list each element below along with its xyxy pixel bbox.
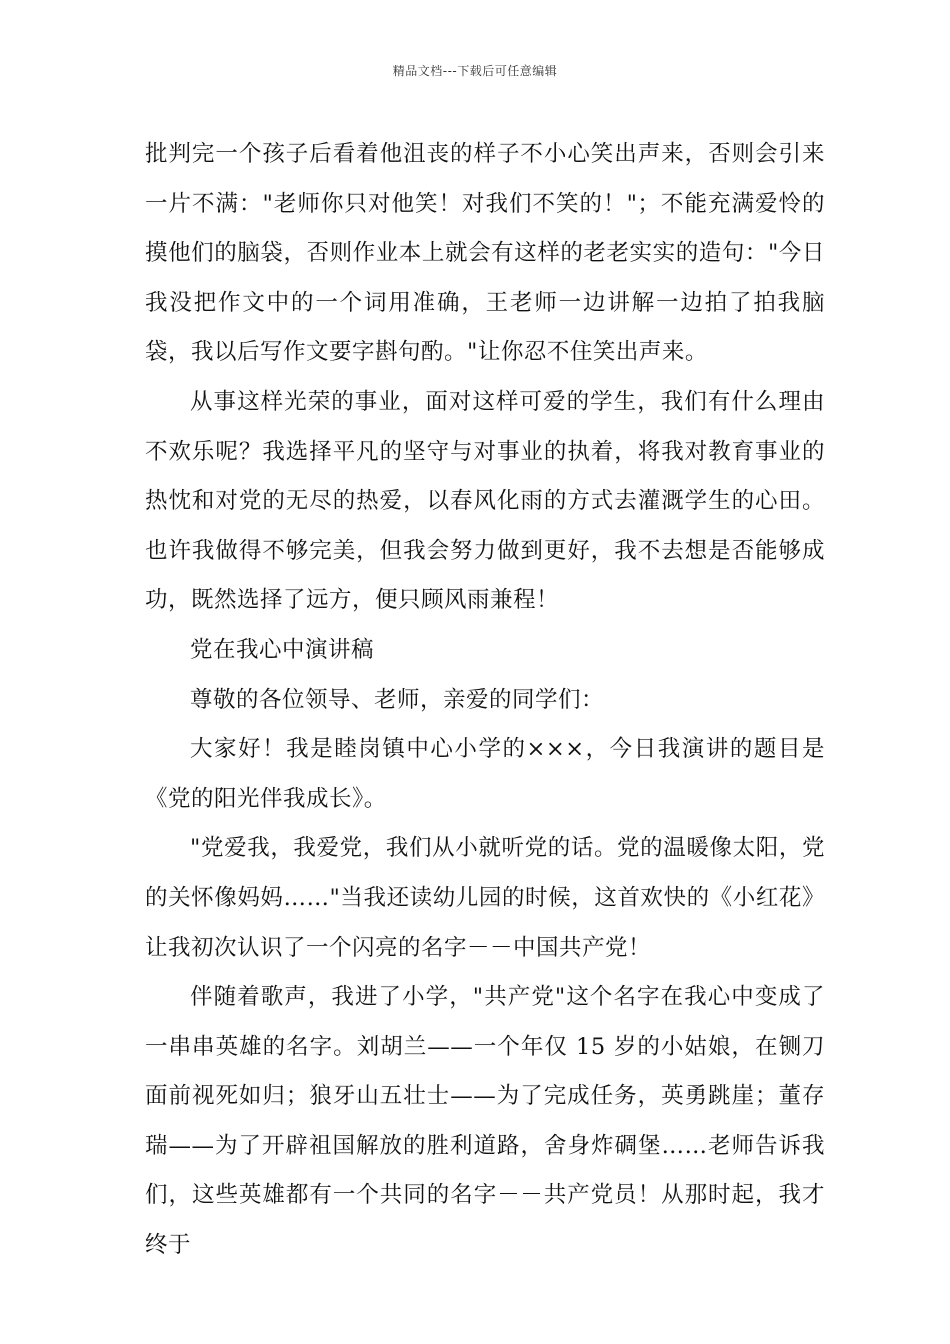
paragraph: 从事这样光荣的事业，面对这样可爱的学生，我们有什么理由不欢乐呢？我选择平凡的坚守与对事业的执着，将我对教育事业的热忱和对党的无尽的热爱，以春风化雨的方式去灌溉学生的心田。也许我做得不够完美，但我会努力做到更好，我不去想是否能够成功，既然选择了远方，便只顾风雨兼程！ [145, 388, 825, 614]
document-body [145, 130, 825, 1271]
paragraph: "党爱我，我爱党，我们从小就听党的话。党的温暖像太阳，党的关怀像妈妈……"当我还读幼儿园的时候，这首欢快的《小红花》让我初次认识了一个闪亮的名字－－中国共产党！ [145, 835, 825, 961]
speech-title: 党在我心中演讲稿 [190, 636, 375, 663]
salutation: 尊敬的各位领导、老师，亲爱的同学们： [190, 686, 605, 713]
page-header: 精品文档---下载后可任意编辑 [392, 64, 558, 78]
paragraph: 大家好！我是睦岗镇中心小学的×××，今日我演讲的题目是《党的阳光伴我成长》。 [145, 736, 825, 812]
paragraph: 批判完一个孩子后看着他沮丧的样子不小心笑出声来，否则会引来一片不满："老师你只对他笑！对我们不笑的！"；不能充满爱怜的摸他们的脑袋，否则作业本上就会有这样的老老实实的造句："今日我没把作文中的一个词用准确，王老师一边讲解一边拍了拍我脑袋，我以后写作文要字斟句酌。"让你忍不住笑出声来。 [145, 141, 825, 366]
paragraph: 伴随着歌声，我进了小学，"共产党"这个名字在我心中变成了一串串英雄的名字。刘胡兰——一个年仅 15 岁的小姑娘，在铡刀面前视死如归；狼牙山五壮士——为了完成任务，英勇跳崖；董存瑞——为了开辟祖国解放的胜利道路，舍身炸碉堡……老师告诉我们，这些英雄都有一个共同的名字－－共产党员！从那时起，我才终于 [145, 984, 825, 1259]
